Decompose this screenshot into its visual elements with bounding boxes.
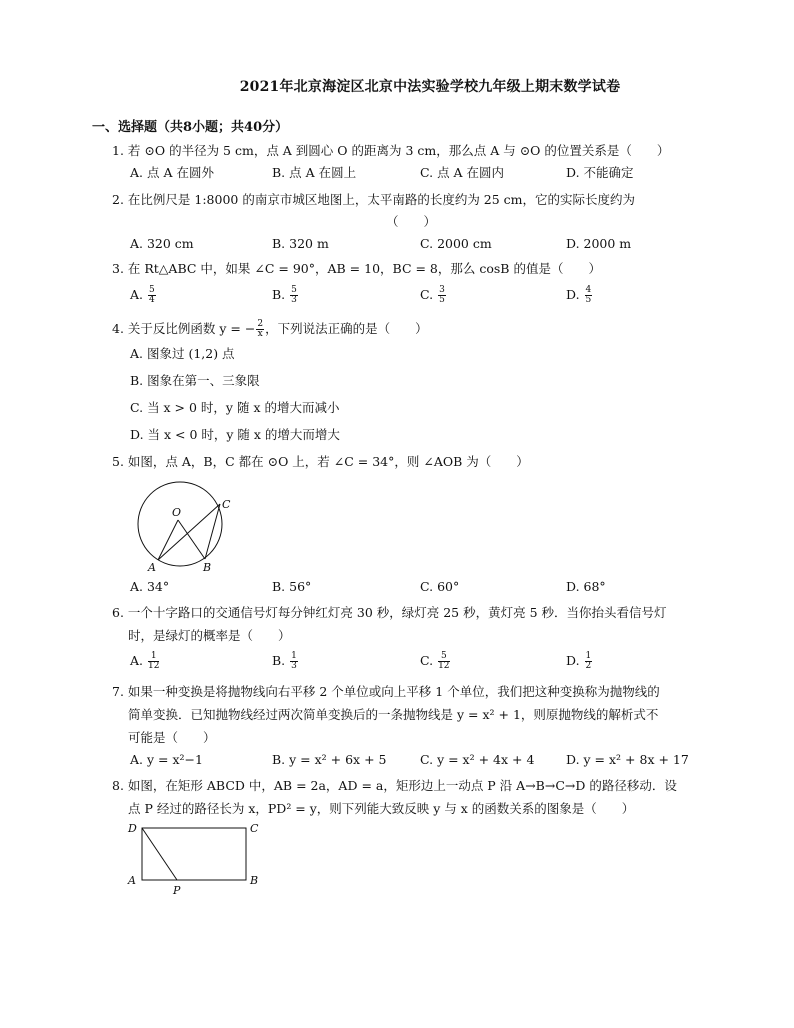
question-4-stem: 4. 关于反比例函数 y = − $\frac{2}{x}$ ，下列说法正确的是（ ）: [112, 319, 428, 339]
q5-option-c: C. 60°: [420, 579, 460, 594]
question-2-stem: 2. 在比例尺是 1:8000 的南京市城区地图上，太平南路的长度约为 25 cm，它的实际长度约为: [112, 192, 636, 207]
label-c: C: [250, 822, 259, 835]
q5-option-b: B. 56°: [272, 579, 312, 594]
q2-option-b: B. 320 m: [272, 236, 329, 251]
q5-option-a: A. 34°: [130, 579, 170, 594]
q1-option-c: C. 点 A 在圆内: [420, 165, 505, 180]
q7-option-c: C. y = x² + 4x + 4: [420, 752, 535, 767]
label-o: O: [172, 506, 182, 519]
q7-option-d: D. y = x² + 8x + 17: [566, 752, 689, 767]
fraction: $\frac{1}{12}$: [147, 651, 160, 671]
fraction: $\frac{5}{4}$: [148, 285, 155, 305]
fraction: $\frac{1}{3}$: [291, 651, 297, 671]
q6-option-a: A. $\frac{1}{12}$: [130, 651, 160, 671]
q4-option-d: D. 当 x < 0 时，y 随 x 的增大而增大: [130, 427, 340, 442]
question-7-stem-cont: 简单变换．已知抛物线经过两次简单变换后的一条抛物线是 y = x² + 1，则原抛物线的解析式不: [128, 707, 659, 722]
q1-option-b: B. 点 A 在圆上: [272, 165, 357, 180]
question-1-stem: 1. 若 ⊙O 的半径为 5 cm，点 A 到圆心 O 的距离为 3 cm，那么点 A 与 ⊙O 的位置关系是（ ）: [112, 143, 670, 158]
label-c: C: [222, 498, 231, 511]
q1-option-d: D. 不能确定: [566, 165, 634, 180]
fraction: $\frac{1}{2}$: [585, 651, 592, 671]
fraction: $\frac{5}{3}$: [291, 285, 297, 305]
question-6-stem-cont: 时，是绿灯的概率是（ ）: [128, 628, 291, 643]
fraction: $\frac{4}{5}$: [585, 285, 592, 305]
q4-option-a: A. 图象过 (1,2) 点: [130, 346, 235, 361]
q4-option-b: B. 图象在第一、三象限: [130, 373, 260, 388]
fraction: $\frac{3}{5}$: [439, 285, 445, 305]
q3-option-a: A. $\frac{5}{4}$: [130, 285, 155, 305]
question-2-stem-cont: （ ）: [386, 214, 437, 229]
q1-option-a: A. 点 A 在圆外: [130, 165, 214, 180]
question-7-stem-cont-2: 可能是（ ）: [128, 730, 216, 745]
question-5-stem: 5. 如图，点 A，B，C 都在 ⊙O 上，若 ∠C = 34°，则 ∠AOB 为（ ）: [112, 454, 529, 469]
fraction: $\frac{2}{x}$: [257, 319, 264, 339]
q6-option-b: B. $\frac{1}{3}$: [272, 651, 297, 671]
q6-option-d: D. $\frac{1}{2}$: [566, 651, 592, 671]
label-b: B: [203, 561, 212, 574]
label-b: B: [250, 874, 259, 887]
question-7-stem: 7. 如果一种变换是将抛物线向右平移 2 个单位或向上平移 1 个单位，我们把这种变换称为抛物线的: [112, 684, 660, 699]
q5-option-d: D. 68°: [566, 579, 606, 594]
exam-title: 2021年北京海淀区北京中法实验学校九年级上期末数学试卷: [239, 79, 621, 95]
question-6-stem: 6. 一个十字路口的交通信号灯每分钟红灯亮 30 秒，绿灯亮 25 秒，黄灯亮 5 秒．当你抬头看信号灯: [112, 605, 667, 620]
question-8-stem-cont: 点 P 经过的路径长为 x，PD² = y，则下列能大致反映 y 与 x 的函数关系的图象是（ ）: [128, 801, 635, 816]
rectangle-figure: [122, 818, 272, 898]
q7-option-a: A. y = x²−1: [130, 752, 203, 767]
fraction: $\frac{5}{12}$: [438, 651, 450, 671]
label-p: P: [173, 884, 181, 897]
q7-option-b: B. y = x² + 6x + 5: [272, 752, 387, 767]
question-3-stem: 3. 在 Rt△ABC 中，如果 ∠C = 90°，AB = 10，BC = 8，那么 cosB 的值是（ ）: [112, 261, 601, 276]
section-heading: 一、选择题（共8小题；共40分）: [92, 120, 289, 135]
circle-figure: [128, 478, 238, 574]
q4-option-c: C. 当 x > 0 时，y 随 x 的增大而减小: [130, 400, 340, 415]
q2-option-c: C. 2000 cm: [420, 236, 492, 251]
question-8-stem: 8. 如图，在矩形 ABCD 中，AB = 2a，AD = a，矩形边上一动点 P 沿 A→B→C→D 的路径移动．设: [112, 778, 677, 793]
q3-option-b: B. $\frac{5}{3}$: [272, 285, 297, 305]
label-d: D: [128, 822, 137, 835]
q3-option-d: D. $\frac{4}{5}$: [566, 285, 592, 305]
q2-option-a: A. 320 cm: [130, 236, 194, 251]
q3-option-c: C. $\frac{3}{5}$: [420, 285, 445, 305]
label-a: A: [148, 561, 156, 574]
q6-option-c: C. $\frac{5}{12}$: [420, 651, 450, 671]
q2-option-d: D. 2000 m: [566, 236, 632, 251]
label-a: A: [128, 874, 136, 887]
